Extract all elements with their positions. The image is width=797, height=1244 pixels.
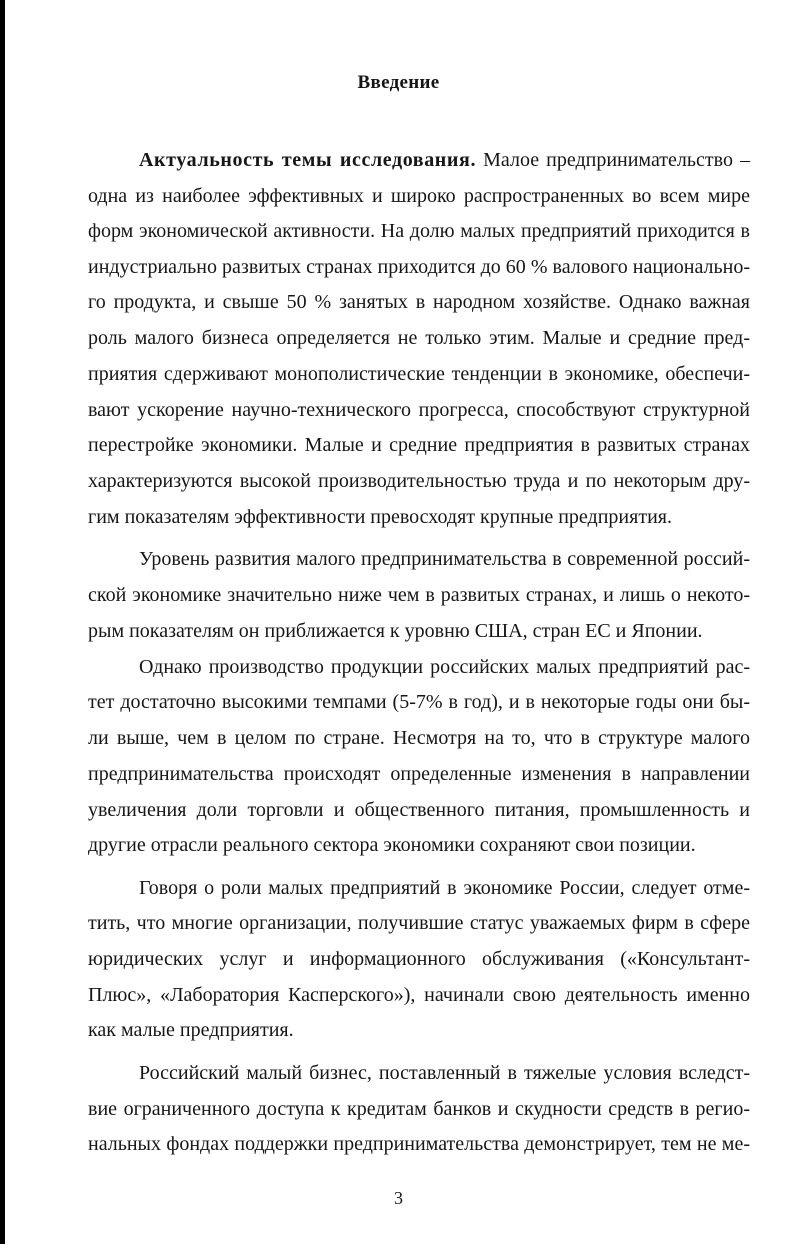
section-title: Введение: [357, 72, 440, 93]
text-line: роль малого бизнеса определяется не только этим. Малые и средние пред-: [88, 327, 750, 349]
text-line: ской экономике значительно ниже чем в развитых странах, и лишь о некото-: [88, 584, 750, 606]
text-line: как малые предприятия.: [88, 1019, 294, 1041]
text-line: увеличения доли торговли и общественного питания, промышленность и: [88, 799, 750, 821]
bold-lead-heading: Актуальность темы исследования.: [139, 149, 477, 171]
text-line: индустриально развитых странах приходится до 60 % валового национально-: [88, 256, 750, 278]
scan-edge: [0, 0, 5, 1244]
text-line: форм экономической активности. На долю малых предприятий приходится в: [88, 220, 750, 242]
text-line: тет достаточно высокими темпами (5-7% в год), и в некоторые годы они бы-: [88, 691, 750, 713]
text-line: характеризуются высокой производительностью труда и по некоторым дру-: [88, 470, 750, 492]
text-line: вают ускорение научно-технического прогресса, способствуют структурной: [88, 399, 750, 421]
text-line-content: Малое предпринимательство –: [483, 149, 751, 171]
text-line: гим показателям эффективности превосходят крупные предприятия.: [88, 506, 672, 528]
text-line: рым показателям он приближается к уровню США, стран ЕС и Японии.: [88, 620, 703, 642]
text-line: Уровень развития малого предпринимательства в современной россий-: [139, 548, 750, 570]
text-line: Плюс», «Лаборатория Касперского»), начинали свою деятельность именно: [88, 984, 750, 1006]
text-line: нальных фондах поддержки предпринимательства демонстрирует, тем не ме-: [88, 1133, 750, 1155]
text-line: [139, 148, 750, 172]
text-line: одна из наиболее эффективных и широко распространенных во всем мире: [88, 185, 750, 207]
text-line: предпринимательства происходят определенные изменения в направлении: [88, 763, 750, 785]
text-line: вие ограниченного доступа к кредитам банков и скудности средств в регио-: [88, 1098, 750, 1120]
text-line: Однако производство продукции российских малых предприятий рас-: [139, 656, 750, 678]
text-line: юридических услуг и информационного обслуживания («Консультант-: [88, 948, 750, 970]
text-line: Говоря о роли малых предприятий в экономике России, следует отме-: [139, 877, 750, 899]
text-line: ли выше, чем в целом по стране. Несмотря на то, что в структуре малого: [88, 727, 750, 749]
text-line: перестройке экономики. Малые и средние предприятия в развитых странах: [88, 434, 750, 456]
page-number: 3: [394, 1188, 403, 1208]
text-line: другие отрасли реального сектора экономики сохраняют свои позиции.: [88, 834, 696, 856]
text-line: тить, что многие организации, получившие статус уважаемых фирм в сфере: [88, 912, 750, 934]
text-line: приятия сдерживают монополистические тенденции в экономике, обеспечи-: [88, 363, 750, 385]
text-line: Российский малый бизнес, поставленный в тяжелые условия вследст-: [139, 1062, 750, 1084]
text-line: го продукта, и свыше 50 % занятых в народном хозяйстве. Однако важная: [88, 291, 750, 313]
